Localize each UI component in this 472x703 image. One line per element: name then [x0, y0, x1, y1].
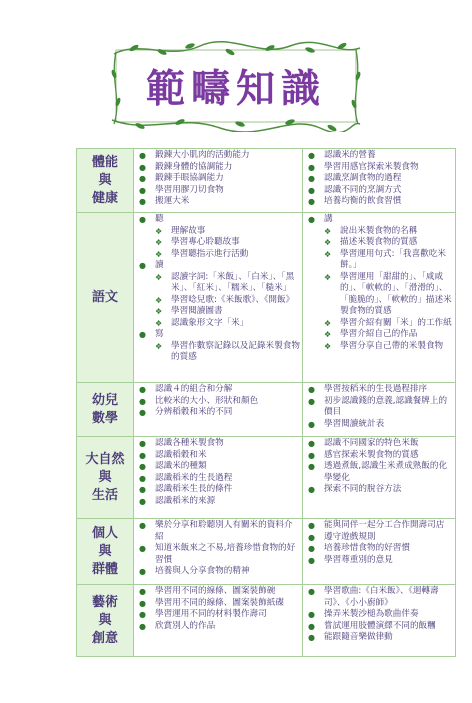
bullet-item: ● 學習用膠刀切食物 [136, 185, 300, 197]
sub-item: ❖ 描述米製食物的質感 [305, 237, 453, 249]
sub-item: ❖ 學習閱讀圖書 [136, 306, 300, 318]
category-label: 藝術 [91, 594, 118, 610]
bullet-item: ● 搬運大米 [136, 196, 300, 208]
item-list [305, 384, 453, 430]
item-list [136, 384, 300, 419]
bullet-item: ● 感官探索米製食物的質感 [305, 450, 453, 462]
bullet-item: ● 培養均衡的飲食習慣 [305, 196, 453, 208]
bullet-item: ● 嘗試運用肢體演繹不同的飯糰 [305, 621, 453, 633]
bullet-item: ● 欣賞別人的作品 [136, 621, 300, 633]
bullet-item: ● 認識４的組合和分解 [136, 384, 300, 396]
bullet-item: ● 認識各種米製食物 [136, 438, 300, 450]
bullet-item: ● 探索不同的脫谷方法 [305, 484, 453, 496]
sub-item: ❖ 學習介紹自己的作品 [305, 329, 453, 341]
category-label: 與 [98, 172, 112, 188]
item-list [136, 438, 300, 507]
bullet-item: ● 學習歌曲:《白米飯》、《迴轉壽司》、《小小廚師》 [305, 586, 453, 609]
item-list [305, 438, 453, 496]
bullet-item: ● 遵守遊戲規則 [305, 532, 453, 544]
category-cell [77, 383, 134, 437]
bullet-item: ● 認識米的營養 [305, 150, 453, 162]
bullet-item: ● 分辨稻穀和米的不同 [136, 407, 300, 419]
sub-item: ❖ 理解故事 [136, 226, 300, 238]
category-cell [77, 149, 134, 213]
bullet-item: ● 學習尊重別的意見 [305, 555, 453, 567]
bullet-item: ● 講 [305, 214, 453, 226]
bullet-item: ● 寫 [136, 329, 300, 341]
bullet-item: ● 鍛鍊大小肌肉的活動能力 [136, 150, 300, 162]
sub-item: ❖ 學習分享自己帶的米製食物 [305, 341, 453, 353]
bullet-item: ● 學習運用不同的材料製作壽司 [136, 609, 300, 621]
table-row [77, 149, 456, 213]
category-label: 個人 [91, 525, 118, 541]
left-column-cell [134, 585, 303, 657]
sub-item: ❖ 認識象形文字「米」 [136, 318, 300, 330]
table-row [77, 585, 456, 657]
right-column-cell [303, 585, 456, 657]
category-label: 語文 [91, 289, 118, 305]
sub-item: ❖ 學習唸兒歌:《米飯歌》、《開飯》 [136, 295, 300, 307]
bullet-item: ● 能跟隨音樂做律動 [305, 632, 453, 644]
bullet-item: ● 認識米的種類 [136, 461, 300, 473]
bullet-item: ● 比較米的大小、形狀和顏色 [136, 396, 300, 408]
left-column-cell [134, 519, 303, 585]
bullet-item: ● 培養珍惜食物的好習慣 [305, 543, 453, 555]
left-column-cell [134, 213, 303, 383]
bullet-item: ● 樂於分享和聆聽別人有關米的資料介紹 [136, 520, 300, 543]
category-cell [77, 437, 134, 519]
left-column-cell [134, 149, 303, 213]
bullet-item: ● 鍛鍊手眼協調能力 [136, 173, 300, 185]
item-list [136, 586, 300, 632]
bullet-item: ● 學習閱讀統計表 [305, 419, 453, 431]
sub-item: ❖ 學習專心聆聽故事 [136, 237, 300, 249]
left-column-cell [134, 437, 303, 519]
sub-item: ❖ 學習作數察記錄以及記錄米製食物的質感 [136, 341, 300, 364]
right-column-cell [303, 437, 456, 519]
item-list [305, 214, 453, 352]
right-column-cell [303, 213, 456, 383]
bullet-item: ● 學習用不同的線條、圖案裝飾碗 [136, 586, 300, 598]
category-cell [77, 519, 134, 585]
sub-item: ❖ 說出米製食物的名稱 [305, 226, 453, 238]
bullet-item: ● 能與同伴一起分工合作開壽司店 [305, 520, 453, 532]
category-cell [77, 585, 134, 657]
table-row [77, 437, 456, 519]
sub-item: ❖ 學習運用句式:「我喜歡吃米餅。」 [305, 249, 453, 272]
bullet-item: ● 認識不同的烹調方式 [305, 185, 453, 197]
category-label: 與 [98, 543, 112, 559]
item-list [305, 150, 453, 208]
category-label: 健康 [91, 190, 118, 206]
left-column-cell [134, 383, 303, 437]
category-label: 數學 [91, 410, 118, 426]
item-list [136, 214, 300, 364]
table-row [77, 213, 456, 383]
sub-item: ❖ 學習介紹有關「米」的工作紙 [305, 318, 453, 330]
bullet-item: ● 認識稻米的來源 [136, 496, 300, 508]
bullet-item: ● 操弄米製沙槌為歌曲伴奏 [305, 609, 453, 621]
item-list [305, 520, 453, 566]
bullet-item: ● 知道米飯來之不易,培養珍惜食物的好習慣 [136, 543, 300, 566]
bullet-item: ● 認識稻穀和米 [136, 450, 300, 462]
table-row [77, 383, 456, 437]
bullet-item: ● 認識烹調食物的過程 [305, 173, 453, 185]
sub-item: ❖ 學習聽指示進行活動 [136, 249, 300, 261]
category-cell [77, 213, 134, 383]
right-column-cell [303, 149, 456, 213]
category-label: 大自然 [85, 451, 125, 467]
sub-item: ❖ 認讀字詞:「米飯」、「白米」、「黑米」、「紅米」、「糯米」、「糙米」 [136, 272, 300, 295]
bullet-item: ● 認識不同國家的特色米飯 [305, 438, 453, 450]
table-row [77, 519, 456, 585]
category-label: 幼兒 [91, 392, 118, 408]
category-label: 體能 [91, 154, 118, 170]
item-list [305, 586, 453, 644]
category-label: 與 [98, 469, 112, 485]
bullet-item: ● 學習按稻米的生長過程排序 [305, 384, 453, 396]
category-label: 與 [98, 612, 112, 628]
bullet-item: ● 認識稻米的生長過程 [136, 473, 300, 485]
right-column-cell [303, 519, 456, 585]
bullet-item: ● 鍛鍊身體的協調能力 [136, 162, 300, 174]
category-label: 群體 [91, 561, 118, 577]
bullet-item: ● 透過煮飯,認識生米煮成熟飯的化學變化 [305, 461, 453, 484]
title-banner [110, 40, 362, 132]
bullet-item: ● 讀 [136, 260, 300, 272]
bullet-item: ● 聽 [136, 214, 300, 226]
bullet-item: ● 學習用不同的線條、圖案裝飾紙碟 [136, 598, 300, 610]
bullet-item: ● 初步認識錢的意義,認識餐牌上的價目 [305, 396, 453, 419]
category-label: 創意 [91, 630, 118, 646]
right-column-cell [303, 383, 456, 437]
knowledge-table [76, 148, 456, 657]
item-list [136, 150, 300, 208]
bullet-item: ● 學習用感官探索米製食物 [305, 162, 453, 174]
item-list [136, 520, 300, 578]
category-label: 生活 [91, 487, 118, 503]
page-title: 範疇知識 [145, 66, 326, 112]
bullet-item: ● 培養與人分享食物的精神 [136, 566, 300, 578]
bullet-item: ● 認識稻米生長的條件 [136, 484, 300, 496]
sub-item: ❖ 學習運用「甜甜的」、「咸咸的」、「軟軟的」、「滑滑的」、「脆脆的」、「軟軟的」描述米製食物的質感 [305, 272, 453, 318]
